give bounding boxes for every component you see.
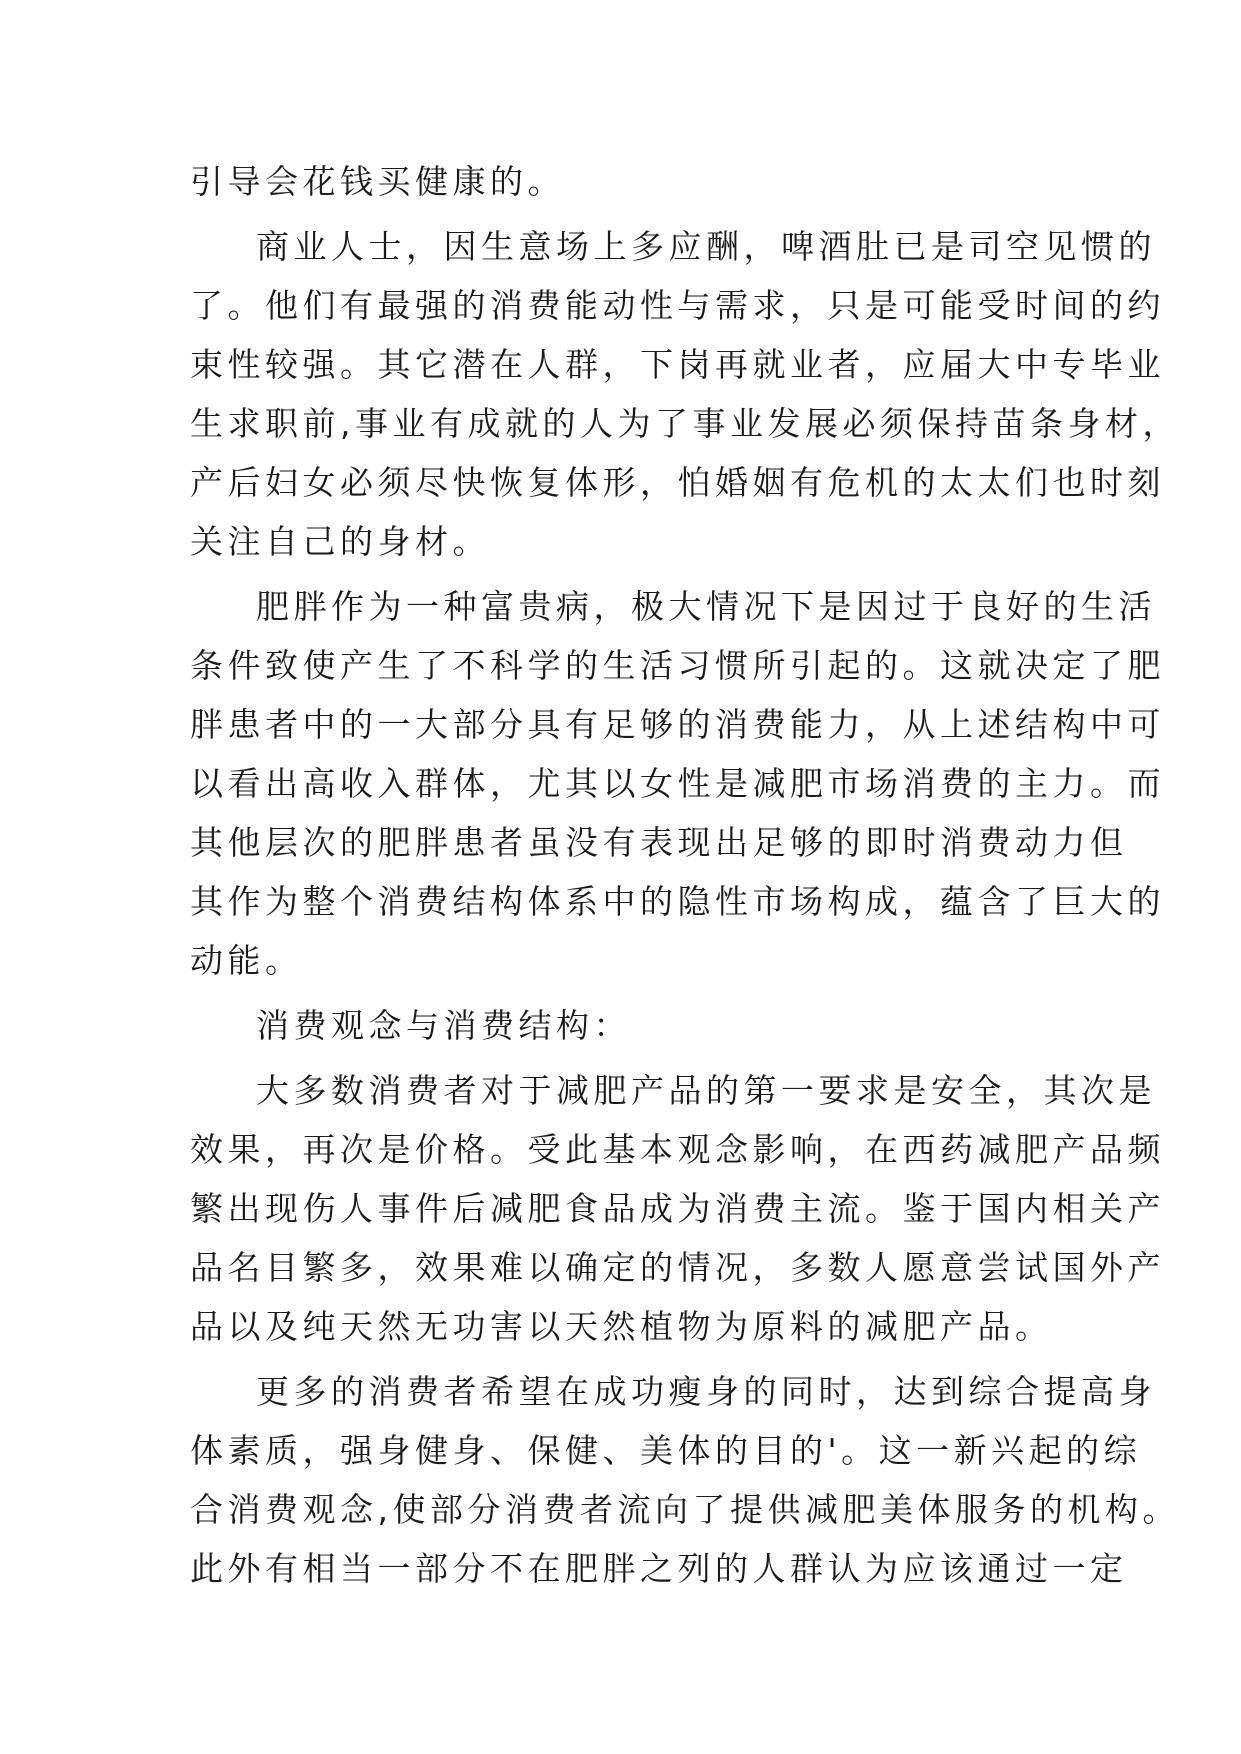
- paragraph-start-line: 大多数消费者对于减肥产品的第一要求是安全，其次是: [256, 1071, 1156, 1110]
- paragraph-start-line: 商业人士，因生意场上多应酬，啤酒肚已是司空见惯的: [256, 227, 1156, 266]
- text-line: 合消费观念,使部分消费者流向了提供减肥美体服务的机构。: [190, 1490, 1180, 1529]
- text-line: 生求职前,事业有成就的人为了事业发展必须保持苗条身材，: [190, 404, 1180, 443]
- text-line: 引导会花钱买健康的。: [190, 162, 565, 201]
- text-line: 产后妇女必须尽快恢复体形，怕婚姻有危机的太太们也时刻: [190, 463, 1165, 502]
- text-line: 条件致使产生了不科学的生活习惯所引起的。这就决定了肥: [190, 646, 1165, 685]
- body-text: [190, 152, 1180, 1598]
- text-line: 了。他们有最强的消费能动性与需求，只是可能受时间的约: [190, 286, 1165, 325]
- text-line: 繁出现伤人事件后减肥食品成为消费主流。鉴于国内相关产: [190, 1189, 1165, 1228]
- text-line: 体素质，强身健身、保健、美体的目的'。这一新兴起的综: [190, 1431, 1142, 1470]
- text-line: 束性较强。其它潜在人群，下岗再就业者，应届大中专毕业: [190, 345, 1165, 384]
- text-line: 以看出高收入群体，尤其以女性是减肥市场消费的主力。而: [190, 764, 1165, 803]
- text-line: 动能。: [190, 941, 303, 980]
- text-line: 品以及纯天然无功害以天然植物为原料的减肥产品。: [190, 1307, 1053, 1346]
- text-line: 其他层次的肥胖患者虽没有表现出足够的即时消费动力但: [190, 823, 1128, 862]
- text-line: 胖患者中的一大部分具有足够的消费能力，从上述结构中可: [190, 705, 1165, 744]
- text-line: 品名目繁多，效果难以确定的情况，多数人愿意尝试国外产: [190, 1248, 1165, 1287]
- paragraph-start-line: 更多的消费者希望在成功瘦身的同时，达到综合提高身: [256, 1372, 1156, 1411]
- text-line: 效果，再次是价格。受此基本观念影响，在西药减肥产品频: [190, 1130, 1165, 1169]
- text-line: 其作为整个消费结构体系中的隐性市场构成，蕴含了巨大的: [190, 882, 1165, 921]
- section-heading: 消费观念与消费结构：: [256, 1006, 631, 1045]
- paragraph-start-line: 肥胖作为一种富贵病，极大情况下是因过于良好的生活: [256, 587, 1156, 626]
- text-line: 关注自己的身材。: [190, 522, 490, 561]
- text-line: 此外有相当一部分不在肥胖之列的人群认为应该通过一定: [190, 1549, 1128, 1588]
